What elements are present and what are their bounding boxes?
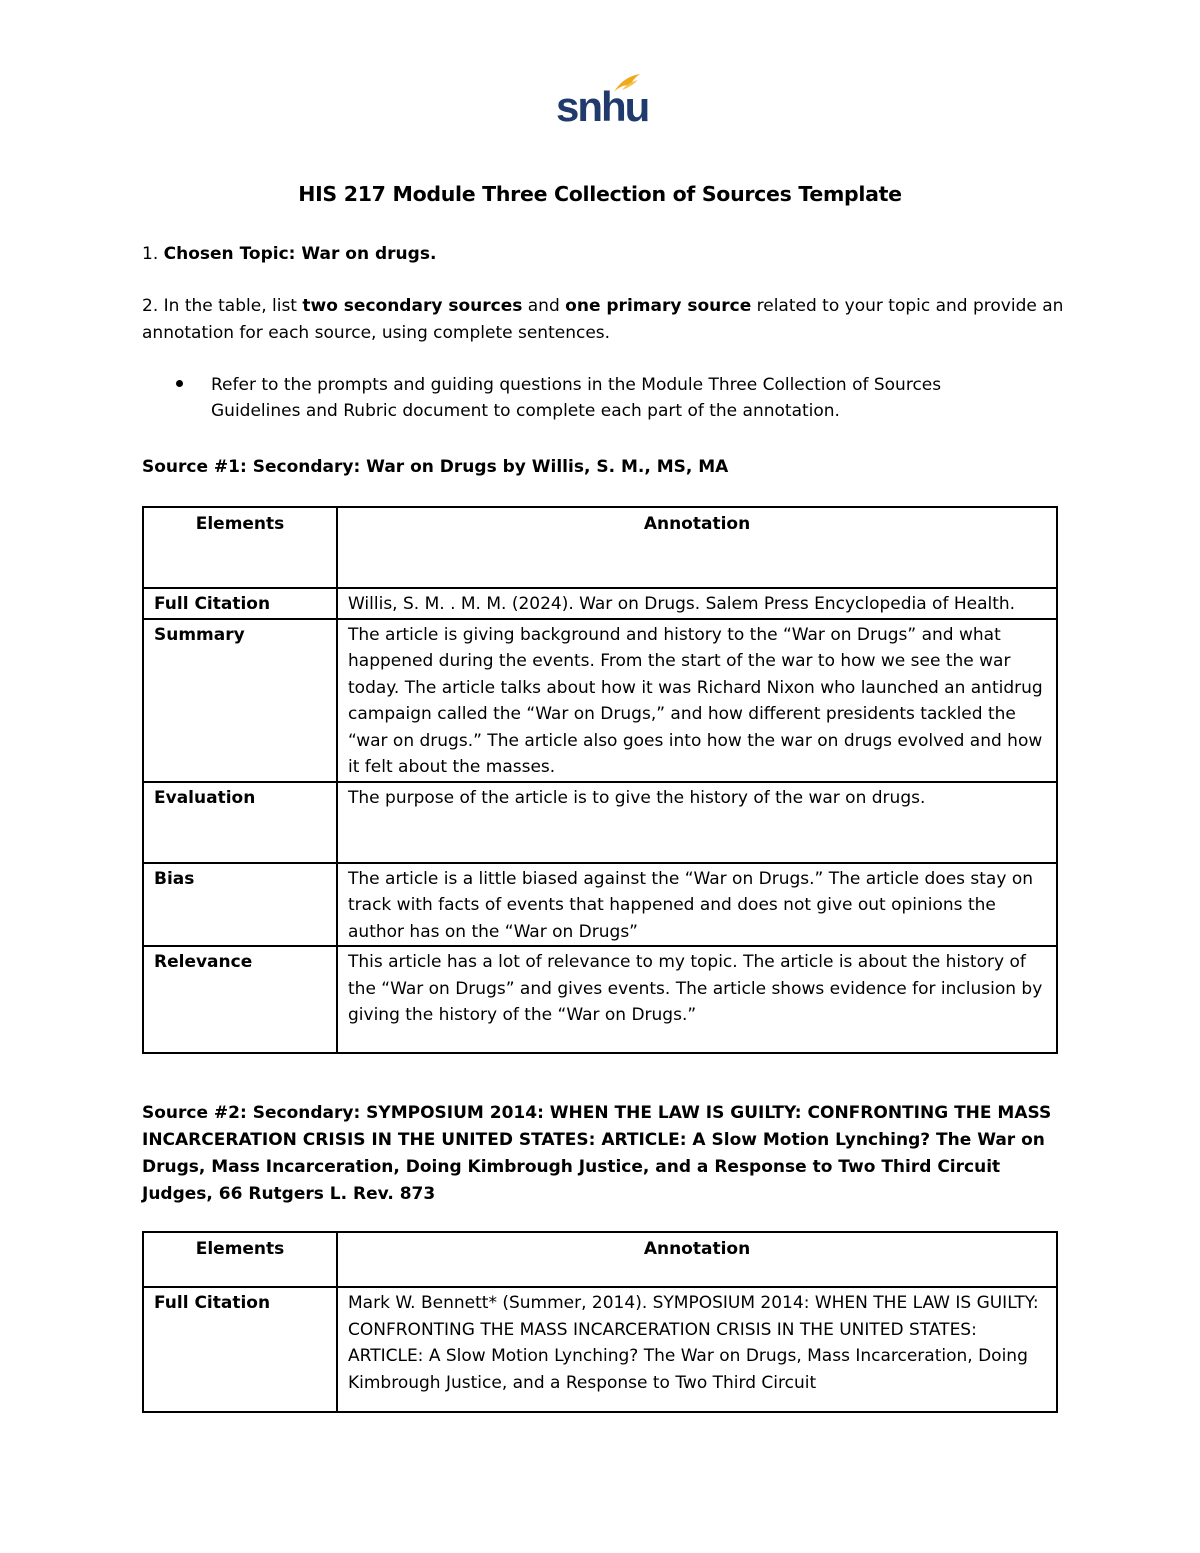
header-annotation: Annotation — [337, 1232, 1057, 1287]
instruction-bold-primary: one primary source — [565, 296, 752, 316]
instruction-text: related to your topic and provide an — [751, 296, 1064, 316]
item-number: 1. — [142, 244, 159, 264]
table-row — [143, 946, 1057, 1053]
source-1-table — [142, 506, 1058, 1054]
row-annotation: This article has a lot of relevance to my topic. The article is about the history of the “War on Drugs” and gives events. The article shows evidence for inclusion by giving the history of the “War on Drugs.” — [337, 946, 1057, 1053]
header-elements: Elements — [143, 1232, 337, 1287]
bullet-line-2: Guidelines and Rubric document to complete each part of the annotation. — [211, 401, 840, 421]
row-annotation: The purpose of the article is to give the history of the war on drugs. — [337, 782, 1057, 863]
source-2-heading: Source #2: Secondary: SYMPOSIUM 2014: WHEN THE LAW IS GUILTY: CONFRONTING THE MASS INCARCERATION CRISIS IN THE UNITED STATES: ARTICLE: A Slow Motion Lynching? The War on Drugs, Mass Incarceration, Doing Kimbrough Justice, and a Response to Two Third Circuit Judges, 66 Rutgers L. Rev. 873 — [142, 1103, 1052, 1204]
table-row — [143, 588, 1057, 619]
row-element: Bias — [143, 863, 337, 947]
logo-text: snhu — [556, 83, 649, 130]
table-header-row — [143, 1232, 1057, 1287]
item-number: 2. — [142, 296, 159, 316]
row-annotation: Willis, S. M. . M. M. (2024). War on Drugs. Salem Press Encyclopedia of Health. — [337, 588, 1057, 619]
row-element: Full Citation — [143, 588, 337, 619]
table-row — [143, 1287, 1057, 1412]
instructions-line-1 — [142, 293, 1063, 319]
instruction-text: and — [522, 296, 566, 316]
table-row — [143, 863, 1057, 947]
row-element: Full Citation — [143, 1287, 337, 1412]
chosen-topic-line — [142, 241, 436, 267]
table-row — [143, 782, 1057, 863]
table-header-row — [143, 507, 1057, 588]
bullet-text — [211, 372, 1011, 424]
header-elements: Elements — [143, 507, 337, 588]
row-annotation: Mark W. Bennett* (Summer, 2014). SYMPOSIUM 2014: WHEN THE LAW IS GUILTY: CONFRONTING THE MASS INCARCERATION CRISIS IN THE UNITED STATES: ARTICLE: A Slow Motion Lynching? The War on Drugs, Mass Incarceration, Doing Kimbrough Justice, and a Response to Two Third Circuit — [337, 1287, 1057, 1412]
row-element: Evaluation — [143, 782, 337, 863]
page-title: HIS 217 Module Three Collection of Sources Template — [298, 182, 902, 206]
row-element: Relevance — [143, 946, 337, 1053]
bullet-line-1: Refer to the prompts and guiding questions in the Module Three Collection of Sources — [211, 375, 942, 395]
source-1-heading: Source #1: Secondary: War on Drugs by Willis, S. M., MS, MA — [142, 457, 729, 477]
table-row — [143, 619, 1057, 782]
source-2-table — [142, 1231, 1058, 1413]
instruction-text: In the table, list — [163, 296, 303, 316]
instructions-line-2: annotation for each source, using complete sentences. — [142, 323, 611, 343]
row-element: Summary — [143, 619, 337, 782]
row-annotation: The article is a little biased against the “War on Drugs.” The article does stay on track with facts of events that happened and does not give out opinions the author has on the “War on Drugs” — [337, 863, 1057, 947]
header-annotation: Annotation — [337, 507, 1057, 588]
instruction-bold-secondary: two secondary sources — [302, 296, 523, 316]
snhu-logo — [556, 72, 649, 132]
chosen-topic-label: Chosen Topic: War on drugs. — [163, 244, 437, 264]
bullet-icon — [176, 380, 183, 387]
row-annotation: The article is giving background and history to the “War on Drugs” and what happened during the events. From the start of the war to how we see the war today. The article talks about how it was Richard Nixon who launched an antidrug campaign called the “War on Drugs,” and how different presidents tackled the “war on drugs.” The article also goes into how the war on drugs evolved and how it felt about the masses. — [337, 619, 1057, 782]
